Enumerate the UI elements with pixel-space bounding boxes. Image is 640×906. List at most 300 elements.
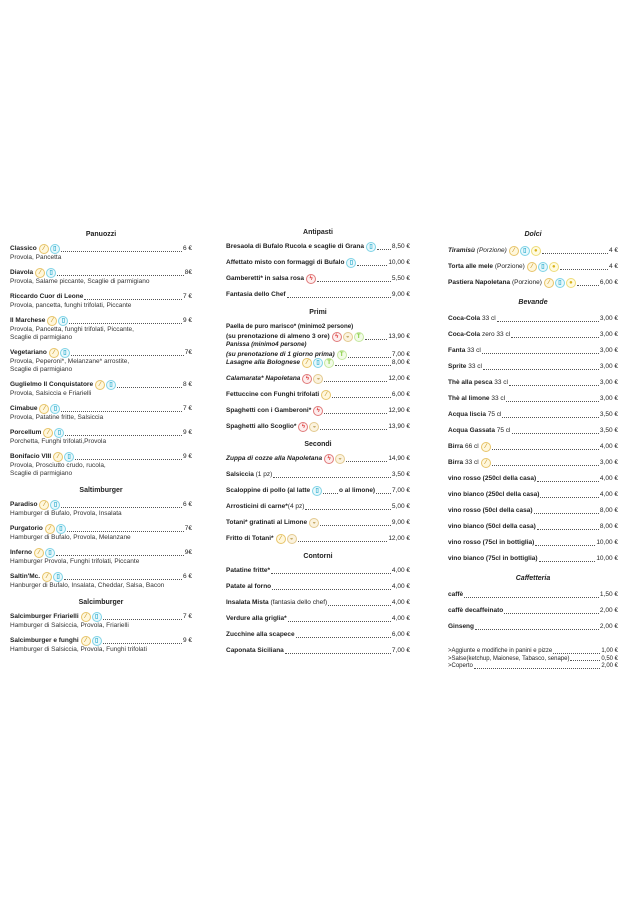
item-price: 6,00 € [599, 279, 618, 286]
allergen-icons [313, 406, 323, 416]
gluten-icon: ⁄ [39, 500, 49, 510]
item-name [448, 246, 507, 256]
egg-icon: ● [549, 262, 559, 272]
item-name-text: Calamarata* Napoletana [226, 375, 301, 382]
item-line [448, 278, 618, 288]
item-line [448, 378, 618, 388]
section-heading: Dolci [524, 231, 542, 238]
item-name-text: Thè al limone [448, 395, 490, 402]
item-price: 4,00 € [599, 475, 618, 482]
mollusc-icon: ◒ [313, 374, 323, 384]
lactose-icon: ▯ [53, 572, 63, 582]
item-name [448, 262, 525, 272]
item-line [226, 290, 410, 300]
dot-leader [512, 433, 599, 434]
item-line [10, 244, 192, 254]
gluten-icon: ⁄ [95, 380, 105, 390]
dot-leader [320, 525, 391, 526]
item-size: (Porzione) [493, 263, 525, 270]
item-name-cont: o al limone) [338, 487, 376, 494]
gluten-icon: ⁄ [321, 390, 331, 400]
allergen-icons [346, 258, 356, 268]
item-price: 9,00 € [391, 519, 410, 526]
item-name [10, 572, 40, 582]
item-name [226, 242, 364, 252]
item-line [448, 314, 618, 324]
allergen-icons [53, 452, 74, 462]
allergen-icons [366, 242, 376, 252]
item-name [226, 258, 344, 268]
item-description: Scaglie di parmigiano [10, 366, 73, 373]
item-price: 3,50 € [599, 427, 618, 434]
menu-item [448, 394, 618, 410]
item-line [226, 598, 410, 608]
item-line [226, 358, 410, 368]
dot-leader [64, 579, 182, 580]
dot-leader [273, 477, 391, 478]
dot-leader [317, 281, 391, 282]
item-price: 3,00 € [599, 347, 618, 354]
item-price: 8,00 € [391, 359, 410, 366]
item-line [226, 374, 410, 384]
menu-item [448, 278, 618, 294]
allergen-icons [324, 454, 345, 464]
menu-item [10, 404, 192, 428]
menu-item [10, 636, 192, 660]
item-name-text: caffè [448, 591, 464, 598]
item-price: 7 € [182, 293, 192, 300]
dot-leader [75, 459, 182, 460]
item-description: Porchetta, Funghi trifolati,Provola [10, 438, 107, 445]
lactose-icon: ▯ [538, 262, 548, 272]
dot-leader [537, 529, 599, 530]
allergen-icons [47, 316, 68, 326]
menu-item [10, 572, 192, 596]
item-name [448, 590, 463, 600]
item-name [448, 410, 501, 420]
column-panini [10, 228, 192, 660]
item-name-text: Salsiccia [226, 471, 254, 478]
item-name-text: Lasagne alla Bolognese [226, 359, 301, 366]
lactose-icon: ▯ [346, 258, 356, 268]
item-name [10, 524, 43, 534]
item-name-text: caffè decaffeinato [448, 607, 504, 614]
item-description: Provola, Salsiccia e Friarielli [10, 390, 92, 397]
item-price: 7,00 € [391, 487, 411, 494]
item-price: 4,00 € [391, 583, 410, 590]
menu-item [10, 452, 192, 484]
menu-item [226, 630, 410, 646]
item-line [448, 410, 618, 420]
item-name-text: Coca-Cola [448, 331, 481, 338]
dot-leader [346, 461, 387, 462]
item-size: 33 cl [463, 459, 479, 466]
crustacean-icon: ϟ [324, 454, 334, 464]
dot-leader [61, 507, 181, 508]
item-name-text: Fritto di Totani* [226, 535, 274, 542]
menu-item [10, 548, 192, 572]
item-name-text: Tiramisù [448, 247, 475, 254]
item-line [226, 566, 410, 576]
item-description: Provola, Pancetta, funghi trifolati, Piccante, [10, 326, 134, 333]
item-price: 13,90 € [388, 333, 410, 340]
item-line [448, 442, 618, 452]
menu-item [226, 454, 410, 470]
dot-leader [288, 621, 391, 622]
menu-item [226, 614, 410, 630]
allergen-icons [39, 404, 60, 414]
item-name-text: Torta alle mele [448, 263, 494, 270]
note-price: 0,50 € [601, 655, 618, 662]
item-price: 9 € [182, 637, 192, 644]
dot-leader [323, 493, 338, 494]
item-name-text: Zuppa di cozze alla Napoletana [226, 455, 323, 462]
item-price: 5,00 € [391, 503, 410, 510]
item-description: Scaglie di parmigiano [10, 470, 73, 477]
item-size: 75 cl [494, 427, 511, 434]
allergen-icons [337, 350, 347, 360]
note-label: >Salse(ketchup, Maionese, Tabasco, senape) [448, 655, 570, 662]
item-size: 66 cl [463, 443, 479, 450]
item-name [10, 428, 41, 438]
item-name-text: Birra [448, 459, 464, 466]
item-name-text: vino rosso (250cl della casa) [448, 475, 537, 482]
item-description: Provola, Prosciutto crudo, rucola, [10, 462, 106, 469]
dot-leader [560, 269, 608, 270]
menu-item [226, 486, 410, 502]
item-name [226, 290, 286, 300]
lactose-icon: ▯ [46, 268, 56, 278]
dot-leader [511, 337, 599, 338]
item-name [226, 534, 274, 544]
item-name [226, 598, 327, 608]
item-name-text: Classico [10, 245, 37, 252]
gluten-icon: ⁄ [481, 442, 491, 452]
item-line [10, 316, 192, 326]
menu-item [448, 442, 618, 458]
item-line [448, 522, 618, 532]
lactose-icon: ▯ [520, 246, 530, 256]
item-name-text: Diavola [10, 269, 34, 276]
dot-leader [305, 509, 391, 510]
menu-item [448, 426, 618, 442]
section-heading: Contorni [303, 553, 333, 560]
item-line [448, 506, 618, 516]
menu-item [226, 258, 410, 274]
item-name-line: Panissa (minimo4 persone) [226, 341, 307, 348]
item-description: Hamburger di Bufalo, Provola, Melanzane [10, 534, 131, 541]
item-name-text: Spaghetti allo Scoglio* [226, 423, 297, 430]
item-description: Hamburger Provola, Funghi trifolati, Piccante [10, 558, 140, 565]
item-description: Provola, Pancetta [10, 254, 62, 261]
item-name [226, 274, 304, 284]
item-line [448, 426, 618, 436]
item-price: 6 € [182, 573, 192, 580]
dot-leader [535, 545, 595, 546]
menu-item [10, 612, 192, 636]
item-line [448, 346, 618, 356]
dot-leader [502, 417, 598, 418]
menu-item [226, 406, 410, 422]
dot-leader [84, 299, 182, 300]
item-name [10, 292, 83, 302]
section-heading: Saltimburger [79, 487, 123, 494]
column-dolci-bevande [448, 226, 618, 671]
gluten-icon: ⁄ [544, 278, 554, 288]
gluten-icon: ⁄ [49, 348, 59, 358]
item-name [10, 404, 37, 414]
gluten-icon: ⁄ [47, 316, 57, 326]
item-price: 3,00 € [599, 459, 618, 466]
item-name-text: Fettuccine con Funghi trifolati [226, 391, 320, 398]
item-line [226, 406, 410, 416]
item-name-text: Saltin'Mc. [10, 573, 41, 580]
menu-item [448, 458, 618, 474]
item-name [10, 244, 37, 254]
item-price: 7 € [182, 613, 192, 620]
allergen-icons [321, 390, 331, 400]
item-name [226, 358, 300, 368]
dot-leader [324, 381, 387, 382]
gluten-icon: ⁄ [53, 452, 63, 462]
item-line [10, 348, 192, 358]
item-size: (4 pz) [287, 503, 305, 510]
dot-leader [377, 249, 391, 250]
item-name-text: Cimabue [10, 405, 38, 412]
menu-item [448, 554, 618, 570]
item-name-text: (su prenotazione di almeno 3 ore) [226, 333, 330, 340]
item-name [448, 278, 542, 288]
item-price: 6 € [182, 501, 192, 508]
allergen-icons [509, 246, 541, 256]
dot-leader [474, 668, 600, 669]
item-line [10, 524, 192, 534]
dot-leader [56, 555, 184, 556]
item-name-text: Porcellum [10, 429, 42, 436]
item-name [448, 426, 511, 436]
item-price: 6 € [182, 245, 192, 252]
item-line [448, 490, 618, 500]
item-line [226, 470, 410, 480]
item-name [226, 374, 300, 384]
item-line [10, 292, 192, 302]
item-line [448, 622, 618, 632]
gluten-icon: ⁄ [42, 572, 52, 582]
menu-item [10, 500, 192, 524]
item-line [10, 612, 192, 622]
item-line [448, 538, 618, 548]
allergen-icons [527, 262, 559, 272]
allergen-icons [35, 268, 56, 278]
item-line [226, 258, 410, 268]
mollusc-icon: ◒ [287, 534, 297, 544]
item-price: 10,00 € [388, 259, 410, 266]
item-line [10, 452, 192, 462]
item-name-text: Insalata Mista [226, 599, 269, 606]
item-name [448, 362, 482, 372]
dot-leader [482, 353, 599, 354]
dot-leader [61, 411, 182, 412]
item-name [448, 490, 539, 500]
section-heading: Primi [309, 309, 327, 316]
item-price: 8€ [184, 269, 192, 276]
item-line [226, 630, 410, 640]
menu-item [226, 534, 410, 550]
note-price: 1,00 € [601, 648, 618, 654]
item-name-text: Guglielmo Il Conquistatore [10, 381, 94, 388]
menu-item [10, 428, 192, 452]
item-price: 3,50 € [599, 411, 618, 418]
item-name [448, 522, 536, 532]
dot-leader [475, 629, 599, 630]
lactose-icon: ▯ [366, 242, 376, 252]
dot-leader [483, 369, 599, 370]
dot-leader [285, 653, 391, 654]
dot-leader [287, 297, 391, 298]
dot-leader [506, 401, 599, 402]
menu-item [226, 566, 410, 582]
menu-item [448, 330, 618, 346]
item-price: 12,00 € [388, 535, 410, 542]
item-name-text: Sprite [448, 363, 467, 370]
dot-leader [103, 643, 182, 644]
menu-item [448, 474, 618, 490]
gluten-icon: ⁄ [81, 612, 91, 622]
lactose-icon: ▯ [64, 452, 74, 462]
allergen-icons [302, 358, 334, 368]
menu-item [448, 314, 618, 330]
item-name-text: vino rosso (50cl della casa) [448, 507, 533, 514]
lactose-icon: ▯ [92, 636, 102, 646]
menu-item [448, 538, 618, 554]
item-price: 13,90 € [388, 423, 410, 430]
lactose-icon: ▯ [92, 612, 102, 622]
item-price: 4,00 € [599, 491, 618, 498]
allergen-icons [332, 332, 364, 342]
menu-item [226, 322, 410, 340]
lactose-icon: ▯ [106, 380, 116, 390]
crustacean-icon: ϟ [332, 332, 342, 342]
item-size: 33 cl [466, 363, 482, 370]
item-name [226, 630, 295, 640]
allergen-icons [309, 518, 319, 528]
dot-leader [492, 449, 599, 450]
section-heading: Bevande [518, 299, 548, 306]
item-name [226, 502, 304, 512]
item-line [10, 268, 192, 278]
item-name [10, 380, 93, 390]
item-name [448, 314, 496, 324]
menu-item [226, 598, 410, 614]
menu-item [10, 524, 192, 548]
item-name-text: Pastiera Napoletana [448, 279, 511, 286]
egg-icon: ● [531, 246, 541, 256]
lactose-icon: ▯ [60, 348, 70, 358]
item-name [448, 506, 533, 516]
allergen-icons [81, 612, 102, 622]
mollusc-icon: ◒ [309, 422, 319, 432]
menu-item [226, 390, 410, 406]
item-line [226, 486, 410, 496]
item-name [226, 614, 287, 624]
item-price: 7€ [184, 525, 192, 532]
item-name [226, 518, 307, 528]
gluten-icon: ⁄ [34, 548, 44, 558]
gluten-icon: ⁄ [43, 428, 53, 438]
menu-item [448, 262, 618, 278]
vegan-icon: T [354, 332, 364, 342]
note-price: 2,00 € [601, 663, 618, 669]
item-name [448, 554, 538, 564]
dot-leader [537, 481, 599, 482]
item-price: 9,00 € [391, 291, 410, 298]
section-heading: Antipasti [303, 229, 333, 236]
item-price: 7€ [184, 349, 192, 356]
item-line [448, 394, 618, 404]
item-name [448, 538, 534, 548]
item-name [226, 422, 296, 432]
menu-item [10, 292, 192, 316]
menu-item [448, 246, 618, 262]
lactose-icon: ▯ [50, 244, 60, 254]
gluten-icon: ⁄ [45, 524, 55, 534]
crustacean-icon: ϟ [302, 374, 312, 384]
allergen-icons [481, 442, 491, 452]
item-line [10, 548, 192, 558]
item-name-text: Affettato misto con formaggi di Bufalo [226, 259, 345, 266]
item-name-text: vino rosso (75cl in bottiglia) [448, 539, 535, 546]
menu-item [226, 582, 410, 598]
item-price: 4 € [608, 247, 618, 254]
item-name-text: Bonifacio VIII [10, 453, 52, 460]
menu-item [10, 348, 192, 380]
mollusc-icon: ◒ [309, 518, 319, 528]
item-name-text: Fanta [448, 347, 466, 354]
item-line [226, 534, 410, 544]
menu-item [226, 274, 410, 290]
note-row [448, 648, 618, 656]
item-name-text: vino bianco (50cl della casa) [448, 523, 536, 530]
allergen-icons [95, 380, 116, 390]
allergen-icons [43, 428, 64, 438]
item-line [448, 458, 618, 468]
lactose-icon: ▯ [312, 486, 322, 496]
item-price: 7 € [182, 405, 192, 412]
dot-leader [464, 597, 599, 598]
item-price: 12,00 € [388, 375, 410, 382]
item-description: Provola, Patatine fritte, Salsiccia [10, 414, 104, 421]
dot-leader [272, 589, 391, 590]
item-price: 3,00 € [599, 331, 618, 338]
item-price: 4,00 € [391, 567, 410, 574]
item-name [226, 486, 310, 496]
gluten-icon: ⁄ [39, 404, 49, 414]
item-name [226, 582, 271, 592]
item-size: 33 cl [492, 379, 508, 386]
item-price: 3,00 € [599, 395, 618, 402]
egg-icon: ● [566, 278, 576, 288]
gluten-icon: ⁄ [276, 534, 286, 544]
menu-item [226, 290, 410, 306]
menu-item [10, 268, 192, 292]
item-price: 4,00 € [391, 599, 410, 606]
lactose-icon: ▯ [45, 548, 55, 558]
item-name-text: Arrosticini di carne* [226, 503, 288, 510]
item-size: zero 33 cl [480, 331, 511, 338]
note-label: >Aggiunte e modifiche in panini e pizze [448, 648, 553, 654]
item-name-text: Fantasia dello Chef [226, 291, 286, 298]
item-name-text: Totani* gratinati al Limone [226, 519, 308, 526]
